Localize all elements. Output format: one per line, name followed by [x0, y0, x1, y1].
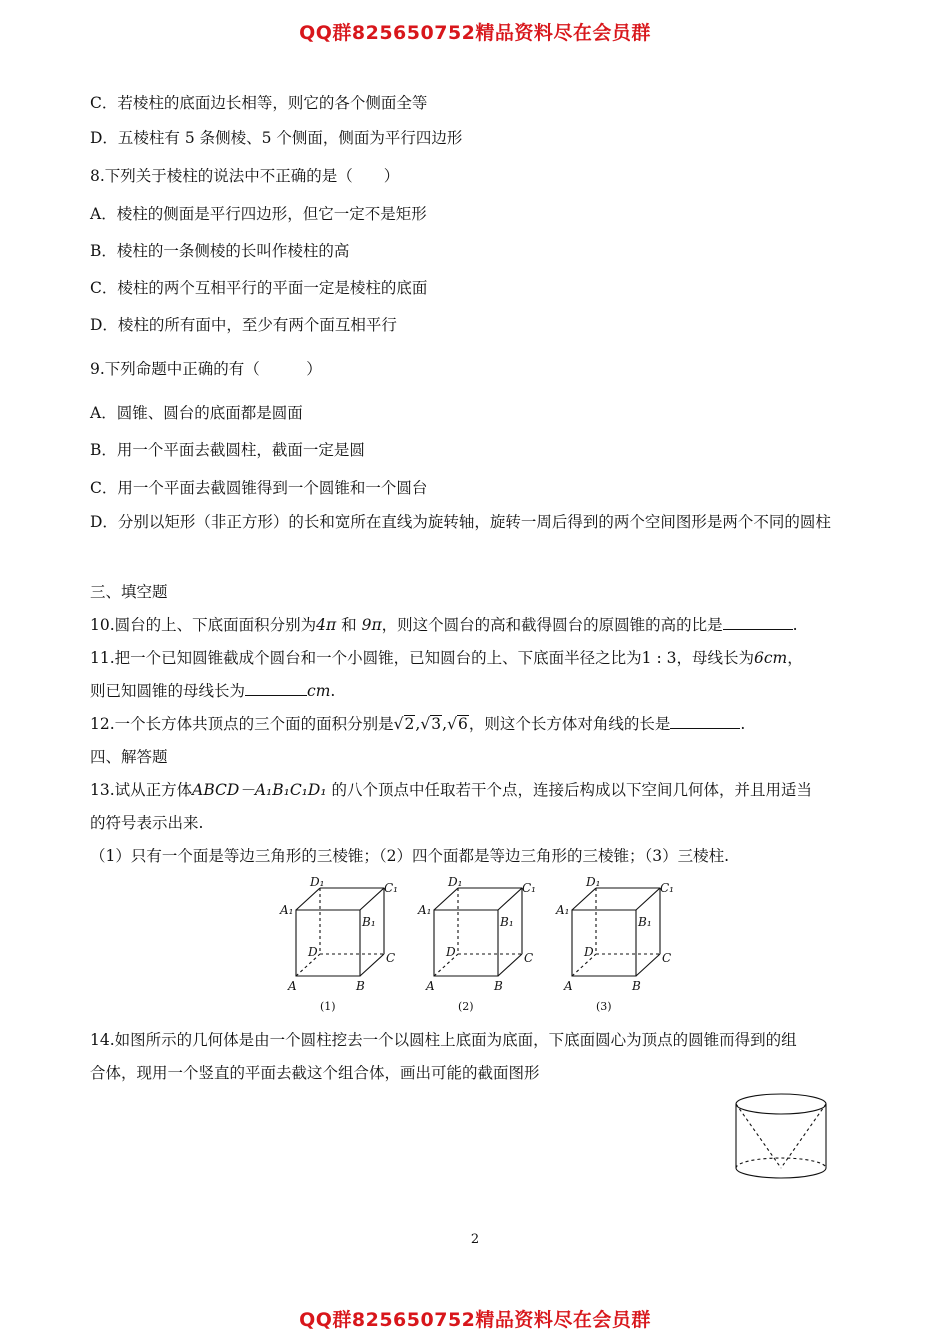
- cube2-caption: (2): [458, 1000, 474, 1013]
- cube3-label-d1: D₁: [586, 875, 601, 889]
- cube1-label-b: B: [356, 979, 365, 993]
- q7-option-d: D．五棱柱有 5 条侧棱、5 个侧面，侧面为平行四边形: [90, 129, 463, 147]
- q10-math-4pi: 4π: [316, 616, 337, 634]
- q13-line-3: （1）只有一个面是等边三角形的三棱锥；（2）四个面都是等边三角形的三棱锥；（3）三棱柱.: [90, 847, 730, 865]
- q8-option-a: A．棱柱的侧面是平行四边形，但它一定不是矩形: [90, 205, 427, 223]
- section-fill-in-title: 三、填空题: [90, 583, 168, 601]
- cube1-label-a: A: [288, 979, 297, 993]
- cylinder-cone-figure: [728, 1090, 834, 1186]
- cube3-label-c1: C₁: [660, 881, 674, 895]
- cube1-label-b1: B₁: [362, 915, 376, 929]
- q13-text-b: 的八个顶点中任取若干个点，连接后构成以下空间几何体，并且用适当: [326, 781, 812, 799]
- cube2-label-b: B: [494, 979, 503, 993]
- q13-cube-name: ABCD－A₁B₁C₁D₁: [192, 781, 327, 799]
- q11-ratio: 1 : 3: [641, 649, 677, 667]
- q12-sqrt-6: √6: [447, 715, 468, 733]
- q9-option-b: B．用一个平面去截圆柱，截面一定是圆: [90, 441, 365, 459]
- cube3-label-d: D: [584, 945, 594, 959]
- q11-line2-text: 则已知圆锥的母线长为: [90, 682, 246, 700]
- cube2-label-c1: C₁: [522, 881, 536, 895]
- cube1-label-d1: D₁: [310, 875, 325, 889]
- q11-text-b: ，母线长为: [676, 649, 754, 667]
- q11-text-c: ，: [787, 649, 803, 667]
- q9-option-c: C．用一个平面去截圆锥得到一个圆锥和一个圆台: [90, 479, 428, 497]
- cube1-label-c: C: [386, 951, 396, 965]
- watermark-footer: QQ群825650752精品资料尽在会员群: [299, 1309, 651, 1331]
- q7-option-c: C．若棱柱的底面边长相等，则它的各个侧面全等: [90, 94, 428, 112]
- cube-figure-3: [555, 875, 674, 1013]
- q12-answer-blank: [670, 714, 740, 729]
- q11-text-a: 11.把一个已知圆锥截成个圆台和一个小圆锥，已知圆台的上、下底面半径之比为: [90, 649, 642, 667]
- cube1-label-a1: A₁: [280, 903, 294, 917]
- cube2-label-b1: B₁: [500, 915, 514, 929]
- q10-math-9pi: 9π: [361, 616, 382, 634]
- q11-length: 6cm: [753, 649, 788, 667]
- q8-option-c: C．棱柱的两个互相平行的平面一定是棱柱的底面: [90, 279, 428, 297]
- cube2-label-d1: D₁: [448, 875, 463, 889]
- q11-end: .: [330, 682, 336, 700]
- q8-option-d: D．棱柱的所有面中，至少有两个面互相平行: [90, 316, 397, 334]
- q9-stem: 9.下列命题中正确的有（ ）: [90, 360, 322, 378]
- q11-line-1: [90, 646, 803, 668]
- cube-figures: [270, 868, 690, 1018]
- cube2-label-a: A: [426, 979, 435, 993]
- q13-line-2: 的符号表示出来.: [90, 814, 204, 832]
- q10-end: .: [792, 616, 798, 634]
- cube3-caption: (3): [596, 1000, 612, 1013]
- q11-answer-blank: [245, 681, 307, 696]
- q8-option-b: B．棱柱的一条侧棱的长叫作棱柱的高: [90, 242, 350, 260]
- cube1-label-d: D: [308, 945, 318, 959]
- q9-option-a: A．圆锥、圆台的底面都是圆面: [90, 404, 303, 422]
- cube-figure-2: [417, 875, 536, 1013]
- q14-line-1: 14.如图所示的几何体是由一个圆柱挖去一个以圆柱上底面为底面，下底面圆心为顶点的圆锥而得到的组: [90, 1031, 797, 1049]
- cube1-label-c1: C₁: [384, 881, 398, 895]
- cube2-label-d: D: [446, 945, 456, 959]
- cube3-label-b: B: [632, 979, 641, 993]
- q10-text-c: ，则这个圆台的高和截得圆台的原圆锥的高的比是: [381, 616, 723, 634]
- q8-stem: 8.下列关于棱柱的说法中不正确的是（ ）: [90, 167, 400, 185]
- cube3-label-b1: B₁: [638, 915, 652, 929]
- q10-text-b: 和: [336, 616, 362, 634]
- q10: [90, 613, 798, 635]
- cube-figure-1: [279, 875, 398, 1013]
- cube2-label-a1: A₁: [418, 903, 432, 917]
- q13-text-a: 13.试从正方体: [90, 781, 193, 799]
- cube2-label-c: C: [524, 951, 534, 965]
- q11-unit: cm: [307, 682, 331, 700]
- watermark-header: QQ群825650752精品资料尽在会员群: [299, 22, 651, 44]
- cube3-label-a: A: [564, 979, 573, 993]
- q14-line-2: 合体，现用一个竖直的平面去截这个组合体，画出可能的截面图形: [90, 1064, 540, 1082]
- q12-sqrt-3: √3: [420, 715, 442, 733]
- q9-option-d: D．分别以矩形（非正方形）的长和宽所在直线为旋转轴，旋转一周后得到的两个空间图形是两个不同的圆柱: [90, 513, 831, 531]
- cube1-caption: (1): [320, 1000, 336, 1013]
- q13-line-1: [90, 778, 812, 800]
- q12-sqrt-2: √2: [393, 715, 415, 733]
- q12: 12.一个长方体共顶点的三个面的面积分别是√2,√3,√6，则这个长方体对角线的长是 .: [90, 715, 746, 733]
- section-answer-title: 四、解答题: [90, 748, 168, 766]
- q12-text-b: ，则这个长方体对角线的长是: [468, 715, 671, 733]
- cube3-label-c: C: [662, 951, 672, 965]
- q12-text-a: 12.一个长方体共顶点的三个面的面积分别是: [90, 715, 394, 733]
- q12-end: .: [740, 715, 746, 733]
- q11-line-2: [90, 679, 335, 701]
- cube3-label-a1: A₁: [556, 903, 570, 917]
- q10-answer-blank: [723, 615, 793, 630]
- q10-text-a: 10.圆台的上、下底面面积分别为: [90, 616, 317, 634]
- page-number: 2: [470, 1232, 480, 1247]
